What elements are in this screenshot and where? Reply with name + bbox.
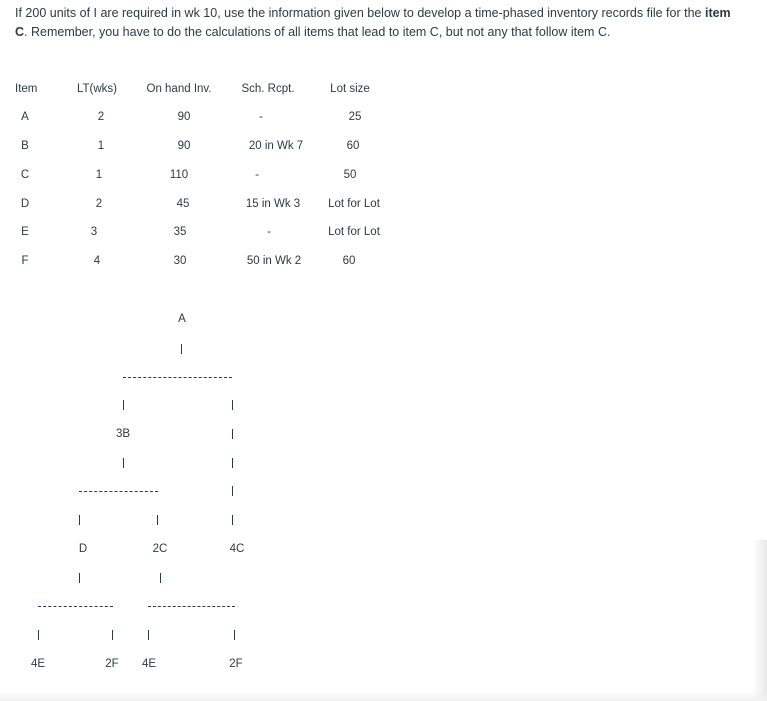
row-d-lot: Lot for Lot xyxy=(328,198,380,210)
tree-node-4e-d: 4E xyxy=(30,658,46,670)
row-b-lt: 1 xyxy=(97,140,105,152)
connector-4c-3 xyxy=(232,458,233,468)
row-e-lot: Lot for Lot xyxy=(328,226,380,238)
row-f-lt: 4 xyxy=(93,255,101,267)
row-c-lot: 50 xyxy=(343,169,357,181)
header-sched: Sch. Rcpt. xyxy=(241,83,295,95)
row-e-onhand: 35 xyxy=(173,226,187,238)
row-b-onhand: 90 xyxy=(177,140,191,152)
header-onhand: On hand Inv. xyxy=(146,83,212,95)
row-d-item: D xyxy=(20,198,30,210)
row-d-onhand: 45 xyxy=(176,198,190,210)
connector-4c-1 xyxy=(232,400,233,410)
branch-line-b xyxy=(79,491,158,492)
row-b-sched: 20 in Wk 7 xyxy=(248,140,304,152)
row-a-sched: - xyxy=(259,111,263,123)
row-d-sched: 15 in Wk 3 xyxy=(245,198,301,210)
connector-2f-d xyxy=(112,630,113,640)
row-e-item: E xyxy=(21,226,29,238)
header-item: Item xyxy=(15,83,38,95)
tree-node-a: A xyxy=(178,313,186,325)
row-a-onhand: 90 xyxy=(177,111,191,123)
row-f-onhand: 30 xyxy=(173,255,187,267)
page-edge-shadow xyxy=(753,540,767,701)
tree-node-4c: 4C xyxy=(229,543,245,555)
row-f-lot: 60 xyxy=(342,255,356,267)
connector-d-bottom xyxy=(79,573,80,583)
connector-b-top xyxy=(123,400,124,410)
row-b-lot: 60 xyxy=(346,140,360,152)
question-part1: If 200 units of I are required in wk 10, use the information given below to develop a time-phased inventory records file for the xyxy=(15,6,705,20)
connector-4c-4 xyxy=(232,486,233,496)
connector-4e-c xyxy=(148,630,149,640)
row-a-item: A xyxy=(21,111,29,123)
row-b-item: B xyxy=(21,140,29,152)
tree-node-d: D xyxy=(78,543,88,555)
branch-line-c xyxy=(148,606,235,607)
connector-b-bottom xyxy=(123,458,124,468)
row-e-lt: 3 xyxy=(90,226,98,238)
tree-node-2f-c: 2F xyxy=(229,658,243,670)
connector-4e-d xyxy=(38,630,39,640)
connector-2c-top xyxy=(157,515,158,525)
connector-4c-2 xyxy=(232,429,233,439)
row-a-lot: 25 xyxy=(348,111,362,123)
row-a-lt: 2 xyxy=(97,111,105,123)
connector-2f-c xyxy=(234,630,235,640)
row-f-sched: 50 in Wk 2 xyxy=(246,255,302,267)
page-bottom-shadow xyxy=(0,691,767,701)
header-lt: LT(wks) xyxy=(76,83,118,95)
connector-4c-5 xyxy=(232,515,233,525)
tree-node-2f-d: 2F xyxy=(105,658,119,670)
header-lot: Lot size xyxy=(330,83,370,95)
question-part2: . Remember, you have to do the calculations of all items that lead to item C, but not any that follow item C. xyxy=(24,25,611,39)
branch-line-a xyxy=(123,377,232,378)
row-d-lt: 2 xyxy=(95,198,103,210)
connector-d-top xyxy=(79,515,80,525)
row-c-lt: 1 xyxy=(95,169,103,181)
row-c-item: C xyxy=(20,169,30,181)
tree-node-2c: 2C xyxy=(152,543,168,555)
tree-node-4e-c: 4E xyxy=(141,658,157,670)
connector-2c-bottom xyxy=(160,573,161,583)
row-c-onhand: 110 xyxy=(169,169,189,181)
connector-a xyxy=(181,344,182,354)
branch-line-d xyxy=(38,606,113,607)
tree-node-3b: 3B xyxy=(115,428,131,440)
row-e-sched: - xyxy=(267,226,271,238)
row-f-item: F xyxy=(21,255,29,267)
question-item-bold: item C xyxy=(15,6,731,39)
row-c-sched: - xyxy=(255,169,259,181)
question-text xyxy=(15,4,735,42)
